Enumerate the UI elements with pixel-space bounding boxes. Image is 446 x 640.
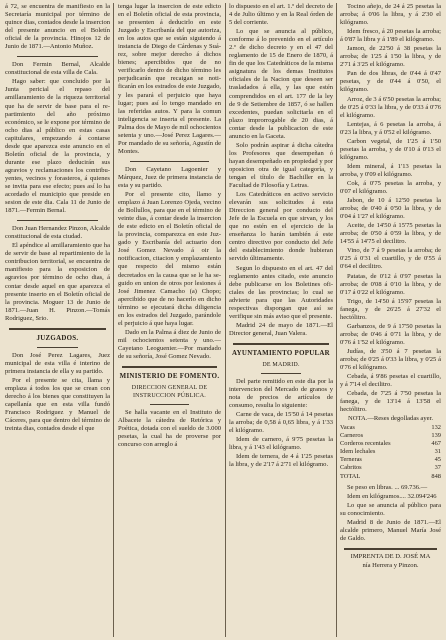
row-label: Cabritos	[340, 463, 362, 471]
price-item: Pan de dos libras, de 0'44 á 0'47 pesetas, y de 0'44 á 0'50, el kilógramo.	[340, 70, 441, 94]
price-item: Carbon vegetal, de 1'25 á 1'50 pesetas la arroba, y de 0'10 á 0'13 el kilógramo.	[340, 137, 441, 161]
paragraph: El apéndice al amillaramiento que ha de servir de base al repartimiento de la contribucion territorial, se encuentra de manifiesto para la exposicion de agravios por término de ocho dias, á contar desde aquel en que aparezca el presente inserto en el Boletín oficial de la provincia. Moguer 13 de Junio de 1871.—Juan H. Pinzon.—Tomás Rodriguez, Srio.	[5, 242, 110, 322]
section-heading-juzgados: JUZGADOS.	[36, 334, 79, 342]
signature-line: Madrid 24 de mayo de 1871.—El Director general, Juan Valera.	[229, 321, 333, 337]
paragraph: Por el presente cito, llamo y emplazo á Juan Lorenzo Ojeda, vecino de Bollullos, para que en el término de veinte dias, á contar desde la insercion de este edicto en el Boletín oficial de la provincia, comparezca en este Juzgado y Escribanía del actuario don José Gomez Nevado á oir la notificacion, citacion y emplazamiento que respecto del mismo están decretados en la causa que se le ha seguido en union de otros por lesiones á José Jimenez Camacho (a) Chopo; apercibido que de no hacerlo en dicho término se ejecutará dicha diligencia en los estrados del Juzgado, parándole el perjuicio á que haya lugar.	[118, 191, 221, 327]
column-rule	[336, 3, 337, 637]
row-value: 132	[431, 424, 441, 432]
slaughter-table	[340, 424, 441, 480]
price-item: Arroz, de 3 á 6'50 pesetas la arroba; de 0'25 á 0'33 la libra, y de 0'33 á 0'76 el kilógramo.	[340, 95, 441, 119]
paragraph: Se halla vacante en el Instituto de Albacete la cátedra de Retórica y Poética, dotada con el sueldo de 3.000 pesetas, la cual ha de proverse por concurso con arreglo á	[118, 409, 221, 449]
paragraph: Lo que se anuncia al público para su conocimiento.	[340, 501, 441, 517]
price-item: Jamon, de 22'50 á 38 pesetas la arroba; de 1'25 á 1'50 la libra, y de 2'71 á 3'25 el kilógramo.	[340, 45, 441, 69]
price-item: Trigo, de 14'50 á 15'97 pesetas la fanega, y de 26'25 á 27'32 el hectólitro.	[340, 297, 441, 321]
column-rule	[225, 3, 226, 637]
row-value: 467	[431, 440, 441, 448]
price-item: Idem de carnero, á 9'75 pesetas la libra, y á 1'43 el kilógramo.	[229, 436, 333, 452]
imprint-line: nía Herrera y Pinzon.	[362, 562, 419, 570]
total-value: 848	[431, 472, 441, 480]
column-1	[5, 3, 110, 637]
separator	[17, 220, 98, 221]
price-item: Tocino añejo, de 24 á 25 pesetas la arroba; á 0'06 la libra, y á 2'30 el kilógramo.	[340, 3, 441, 27]
paragraph: Del parte remitido en este dia por la intervencion del Mercado de granos y nota de precios de artículos de consumo, resulta lo siguiente:	[229, 378, 333, 410]
column-rule	[113, 3, 114, 637]
paragraph: Idem en kilógramos.... 32.094'246	[347, 492, 437, 500]
notice-heading: Don Cayetano Lagoenier y Márquez, Juez de primera instancia de esta y su partido.	[118, 165, 221, 189]
notice-heading: Don Juan Hernandez Pinzon, Alcalde constitucional de esta ciudad.	[5, 225, 110, 241]
price-item: Jabon, de 10 á 12'50 pesetas la arroba; de 0'40 á 0'50 la libra, y de 0'04 á 1'27 el kilógramo.	[340, 197, 441, 221]
paragraph: Hago saber: que concluido por la Junta pericial el repaso del amillaramiento de la riqueza territorial que ha de servir de base para el repartimiento del año próximo económico, se le expone por término de ocho dias al público en estas casas capitulares, empezando á contarse desde que aparezca este anuncio en el Boletín oficial de la provincia, y durante ese plazo deducirán sus agravios y reclamaciones los contribuyentes, vecinos y forasteros, á quienes se invita para ese efecto; pues así lo ha acordado el municipio que preside en sesion de este dia. Cala 11 de Junio de 1871.—Fermin Bernal.	[5, 78, 110, 215]
row-label: Terneras	[340, 455, 362, 463]
price-item: Vino, de 7 á 9 pesetas la arroba; de 0'25 á 0'31 el cuartillo, y de 0'55 á 0'64 el decilitro.	[340, 247, 441, 271]
separator	[17, 56, 98, 57]
price-item: Garbanzos, de 9 á 17'50 pesetas la arroba; de 0'46 á 0'71 la libra, y de 0'76 á 1'52 el kilógramo.	[340, 322, 441, 346]
paragraph: tenga lugar la insercion de este edicto en el Boletín oficial de esta provincia, se presenten á deducirlo en este Juzgado y Escribanía del que autoriza, en los autos que se están siguiendo á instancia de Diego de Cárdenas y Suárez, sobre mejor derecho á dichos bienes; apercibidos que de no verificarlo dentro de dicho término les perjudicarán que recaigan se notificarán en los estrados de este Juzgado, y les parará el perjuicio que haya lugar; pues así lo tengo mandado en las referidas autos. Y para la comun inteligencia se inserta el presente. La Palma dos de Mayo de mil ochocientos setenta y uno.—José Perez Lagares.—Por mandado de su señoría, Agustín de Montes.	[118, 3, 221, 155]
section-divider	[122, 366, 217, 368]
separator	[150, 404, 189, 405]
paragraph: Segun lo dispuesto en el art. 47 del reglamento antes citado, este anuncio debe publicarse en los Boletines oficiales de las provincias; lo cual se advierte para que las Autoridades respectivas dispongan que así se verifique sin más aviso que el presente.	[229, 264, 333, 320]
table-row	[340, 448, 441, 456]
table-row	[340, 432, 441, 440]
table-row	[340, 424, 441, 432]
separator	[130, 161, 209, 162]
row-value: 31	[434, 448, 441, 456]
section-divider	[9, 328, 106, 330]
row-label: Idem lechales	[340, 448, 376, 456]
imprint-line: IMPRENTA DE D. JOSÉ MA	[350, 553, 431, 561]
table-row	[340, 456, 441, 464]
row-value: 37	[434, 463, 441, 471]
row-label: Corderos recentales	[340, 440, 391, 448]
column-4	[340, 3, 441, 637]
section-heading-ministerio: MINISTERIO DE FOMENTO.	[119, 373, 220, 381]
price-item: Judías, de 3'50 á 7 pesetas la arroba; de 0'25 á 0'33 la libra, y 0'25 á 0'76 el kilógramo.	[340, 347, 441, 372]
section-divider	[233, 343, 329, 345]
price-item: Cebada, de 7'25 á 7'50 pesetas la fanega, y de 13'14 á 13'58 el hectólitro.	[340, 390, 441, 414]
paragraph: Dado en la Palma á diez de Junio de mil ochocientos setenta y uno.—Cayetano Leoguenier.—Por mandado de su señoría, José Gomez Nevado.	[118, 328, 221, 360]
price-item: Patatas, de 0'12 á 0'97 pesetas la arroba; de 0'08 á 0'10 la libra, y de 0'17 á 0'22 el kilógramo.	[340, 272, 441, 296]
paragraph: Por el presente se cita, llama y emplaza á todos los que se crean con derecho á los bienes que constituyen la capellanía que en esta villa fundó Francisco Rodriguez y Manuel de Cáceres, para que dentro del término de treinta dias, contados desde el que	[5, 376, 110, 433]
section-subheading: DIRECCION GENERAL DE INSTRUCCION PÚBLICA.	[131, 385, 208, 400]
price-item: Idem de ternera, de 4 á 1'25 pesetas la libra, y de 2'17 á 2'71 el kilógramo.	[229, 453, 333, 469]
price-item: Lentejas, á 6 pesetas la arroba, á 0'23 la libra, y á 0'52 el kilógramo.	[340, 120, 441, 136]
note-heading: NOTA.—Reses degolladas ayer.	[348, 415, 433, 423]
paragraph: Solo podrán aspirar á dicha cátedra los Profesores que desempeñan ó hayan desempeñado en propiedad y por oposicion otra de igual categoría, y tengan el título de Bachiller en la Facultad de Filosofía y Letras.	[229, 141, 333, 190]
column-3	[229, 3, 333, 637]
row-label: Vacas	[340, 424, 355, 432]
section-divider	[344, 548, 437, 550]
table-row	[340, 440, 441, 448]
total-row	[340, 472, 441, 481]
row-value: 139	[431, 432, 441, 440]
price-item: Cebada, á 9'86 pesetas el cuartillo, y á 7'14 el decilitro.	[340, 373, 441, 389]
signature-line: Madrid 8 de Junio de 1871.—El alcalde primero, Manuel María José de Galdo.	[340, 518, 441, 542]
price-item: Carne de vaca, de 15'50 á 14 pesetas la arroba; de 0,58 á 0,65 libra, y á 1'33 el kilógramo.	[229, 411, 333, 435]
section-heading-ayuntamiento: AYUNTAMIENTO POPULAR	[232, 349, 330, 357]
column-2	[118, 3, 221, 637]
price-item: Cok, á 0'75 pesetas la arroba, y 0'07 el kilógramo.	[340, 179, 441, 196]
paragraph: Se peso en libras. ... 69.736.—	[347, 483, 428, 491]
paragraph: á 72, se encuentra de manifiesto en la Secretaría municipal por término de quince dias, contados desde la insercion del presente anuncio en el Boletín oficial de la provincia. Hinojos 12 de Junio de 1871.—Antonio Muñoz.	[5, 3, 110, 51]
row-value: 45	[434, 455, 441, 463]
price-item: Idem fresco, á 20 pesetas la arroba; á 0'87 la libra y á 1'89 el kilógramo.	[340, 28, 441, 44]
section-subheading: DE MADRID.	[262, 361, 300, 368]
price-item: Aceite, de 14'50 á 15'75 pesetas la arroba; de 0'50 á 0'59 la libra, y de 14'55 á 14'75 el decilitro.	[340, 222, 441, 246]
table-row	[340, 464, 441, 472]
total-label: TOTAL	[340, 472, 361, 480]
separator	[261, 373, 301, 374]
paragraph: Los Catedráticos en activo servicio elevarán sus solicitudes á esta Direccion general por conducto del Jefe de la Escuela en que sirvan, y los que no estén en el ejercicio de la enseñanza lo harán también á este centro directivo por conducto del Jefe del establecimiento donde hubieran servido últimamente.	[229, 191, 333, 263]
slaughter-table-body	[340, 424, 441, 471]
notice-heading: Don José Perez Lagares, Juez municipal de esta villa é interino de primera instancia de ella y su partido.	[5, 351, 110, 375]
separator	[37, 347, 78, 348]
paragraph: Lo que se anuncia al público, conforme á lo prevenido en el artículo 2.º de dicho decreto y en el 47 del reglamento de 15 de Enero de 1870, á fin de que los Catedráticos de la misma asignatura de los demas Institutos oficiales de la Nacion que deseen ser trasladados á ella, y las que estén comprendidos en el art. 177 de la ley de 9 de Setiembre de 1857, ó se hallen excedentes, puedan solicitarla en el plazo improrrogable de 20 dias, á contar desde la publicacion de este anuncio en la Gaceta.	[229, 28, 333, 140]
price-item: Idem mineral, á 1'13 pesetas la arroba, y 0'09 el kilógramo.	[340, 162, 441, 178]
paragraph: lo dispuesto en el art. 1.º del decreto de 4 de Julio último y en la Real órden de 5 del corriente.	[229, 3, 333, 27]
notice-heading: Don Fermin Bernal, Alcalde constitucional de esta villa de Cala.	[5, 61, 110, 77]
row-label: Carneros	[340, 432, 364, 440]
